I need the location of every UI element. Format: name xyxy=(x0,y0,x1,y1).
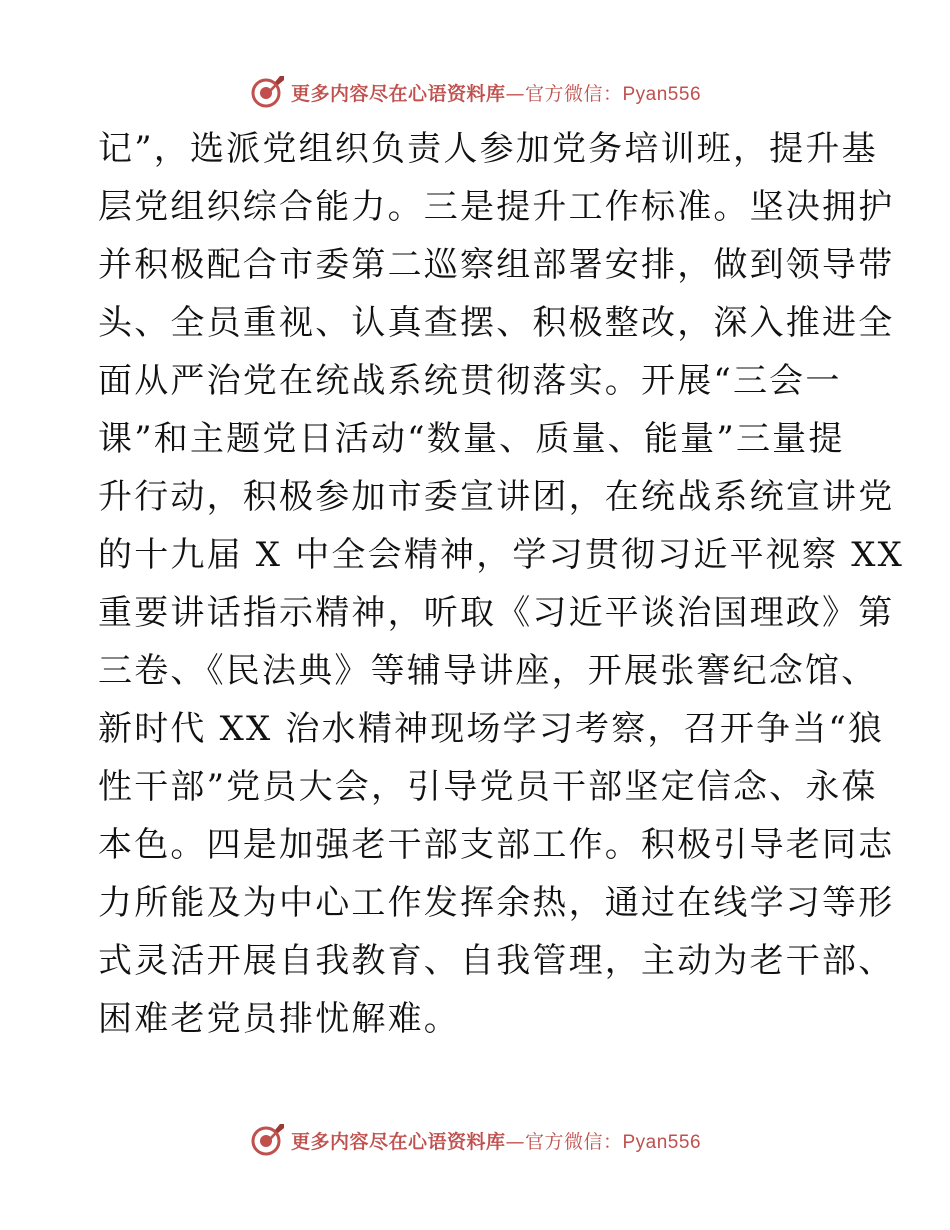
footer-wechat-label: 官方微信： xyxy=(524,1130,623,1153)
header-main-text: 更多内容尽在心语资料库 xyxy=(290,82,506,105)
header-text xyxy=(291,79,701,106)
document-body xyxy=(98,120,905,1048)
footer-separator: — xyxy=(505,1130,525,1153)
text-line: 升行动，积极参加市委宣讲团，在统战系统宣讲党 xyxy=(98,477,895,517)
header-wechat-id: Pyan556 xyxy=(622,83,702,105)
footer-banner xyxy=(0,1120,950,1160)
header-wechat-label: 官方微信： xyxy=(524,82,623,105)
text-line: 层党组织综合能力。三是提升工作标准。坚决拥护 xyxy=(98,187,895,227)
text-line: 力所能及为中心工作发挥余热，通过在线学习等形 xyxy=(98,883,895,923)
text-line: 面从严治党在统战系统贯彻落实。开展“三会一 xyxy=(98,361,842,401)
text-line: 课”和主题党日活动“数量、质量、能量”三量提 xyxy=(98,419,845,459)
quill-pen-logo-icon xyxy=(249,1122,285,1158)
text-line: 性干部”党员大会，引导党员干部坚定信念、永葆 xyxy=(98,767,878,807)
text-line: 的十九届 X 中全会精神，学习贯彻习近平视察 XX xyxy=(98,535,905,575)
footer-text xyxy=(291,1127,701,1154)
header-separator: — xyxy=(505,82,525,105)
text-line: 新时代 XX 治水精神现场学习考察，召开争当“狼 xyxy=(98,709,885,749)
text-line: 重要讲话指示精神，听取《习近平谈治国理政》第 xyxy=(98,593,895,633)
footer-wechat-id: Pyan556 xyxy=(622,1131,702,1153)
header-banner xyxy=(0,72,950,112)
text-line: 头、全员重视、认真查摆、积极整改，深入推进全 xyxy=(98,303,895,343)
text-line: 式灵活开展自我教育、自我管理，主动为老干部、 xyxy=(98,941,895,981)
text-line: 记”，选派党组织负责人参加党务培训班，提升基 xyxy=(98,129,878,169)
text-line: 困难老党员排忧解难。 xyxy=(98,999,460,1039)
text-line: 本色。四是加强老干部支部工作。积极引导老同志 xyxy=(98,825,895,865)
text-line: 并积极配合市委第二巡察组部署安排，做到领导带 xyxy=(98,245,895,285)
text-line: 三卷、《民法典》等辅导讲座，开展张謇纪念馆、 xyxy=(98,651,878,691)
quill-pen-logo-icon xyxy=(249,74,285,110)
footer-main-text: 更多内容尽在心语资料库 xyxy=(290,1130,506,1153)
